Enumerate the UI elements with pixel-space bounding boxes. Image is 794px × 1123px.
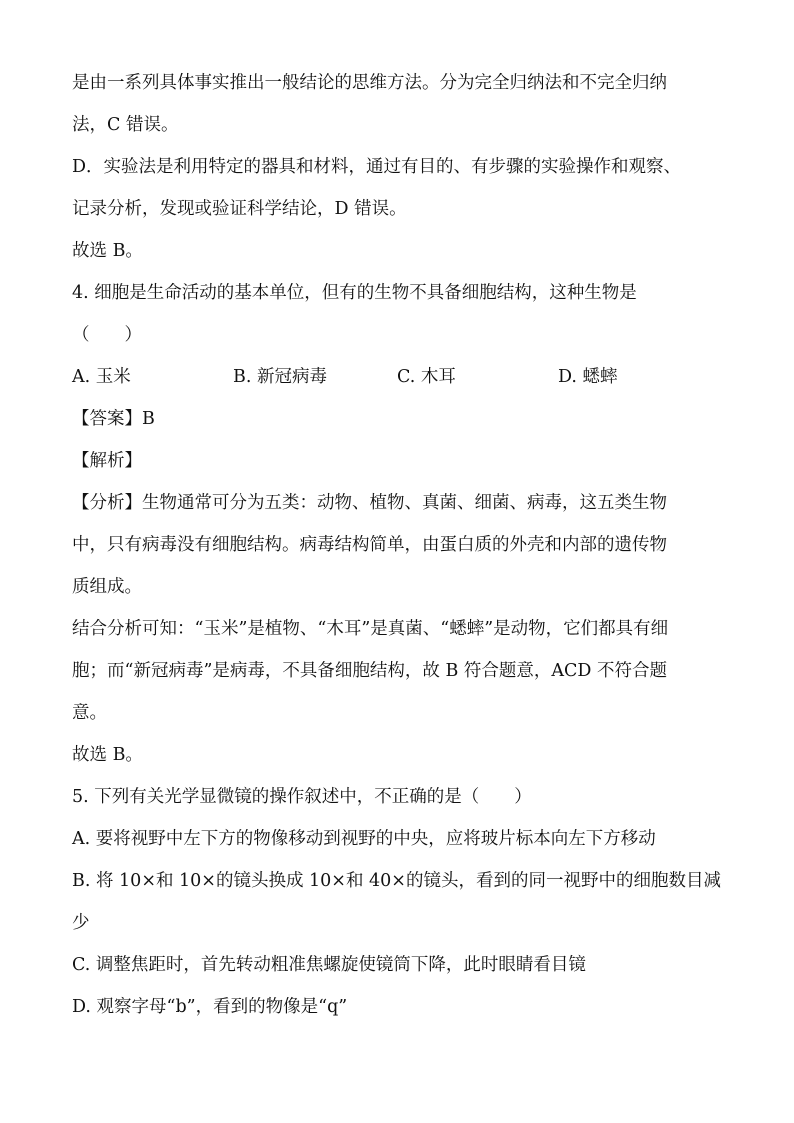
q3-analysis-line-2: 法，C 错误。 <box>72 115 179 135</box>
q3-analysis-line-1: 是由一系列具体事实推出一般结论的思维方法。分为完全归纳法和不完全归纳 <box>72 73 667 93</box>
q4-answer: 【答案】B <box>72 409 155 429</box>
q4-option-b: B. 新冠病毒 <box>233 367 327 387</box>
q3-answer-choice: 故选 B。 <box>72 241 143 261</box>
q4-analysis-heading: 【解析】 <box>72 451 142 471</box>
q5-option-d: D. 观察字母“b”，看到的物像是“q” <box>72 997 348 1017</box>
q5-option-a: A. 要将视野中左下方的物像移动到视野的中央，应将玻片标本向左下方移动 <box>72 829 656 849</box>
q4-answer-choice: 故选 B。 <box>72 745 143 765</box>
q4-stem-line-2: （ ） <box>72 325 142 345</box>
q4-analysis-line-1: 【分析】生物通常可分为五类：动物、植物、真菌、细菌、病毒，这五类生物 <box>72 493 667 513</box>
q5-option-b-line-2: 少 <box>72 913 90 933</box>
q5-stem: 5. 下列有关光学显微镜的操作叙述中，不正确的是（ ） <box>72 787 532 807</box>
q5-option-b-line-1: B. 将 10×和 10×的镜头换成 10×和 40×的镜头，看到的同一视野中的细胞数目减 <box>72 871 721 891</box>
document-page <box>72 62 732 1028</box>
q4-option-a: A. 玉米 <box>72 367 131 387</box>
q4-detail-line-2: 胞；而“新冠病毒”是病毒，不具备细胞结构，故 B 符合题意，ACD 不符合题 <box>72 661 667 681</box>
q4-analysis-line-2: 中，只有病毒没有细胞结构。病毒结构简单，由蛋白质的外壳和内部的遗传物 <box>72 535 667 555</box>
q4-options-row <box>72 356 732 398</box>
q4-detail-line-1: 结合分析可知：“玉米”是植物、“木耳”是真菌、“蟋蟀”是动物，它们都具有细 <box>72 619 669 639</box>
q4-detail-line-3: 意。 <box>72 703 107 723</box>
q3-option-d-explanation-2: 记录分析，发现或验证科学结论，D 错误。 <box>72 199 407 219</box>
q4-option-d: D. 蟋蟀 <box>558 367 618 387</box>
q4-stem-line-1: 4. 细胞是生命活动的基本单位，但有的生物不具备细胞结构，这种生物是 <box>72 283 637 303</box>
q3-option-d-explanation-1: D．实验法是利用特定的器具和材料，通过有目的、有步骤的实验操作和观察、 <box>72 157 682 177</box>
q5-option-c: C. 调整焦距时，首先转动粗准焦螺旋使镜筒下降，此时眼睛看目镜 <box>72 955 586 975</box>
q4-option-c: C. 木耳 <box>397 367 456 387</box>
q4-analysis-line-3: 质组成。 <box>72 577 142 597</box>
